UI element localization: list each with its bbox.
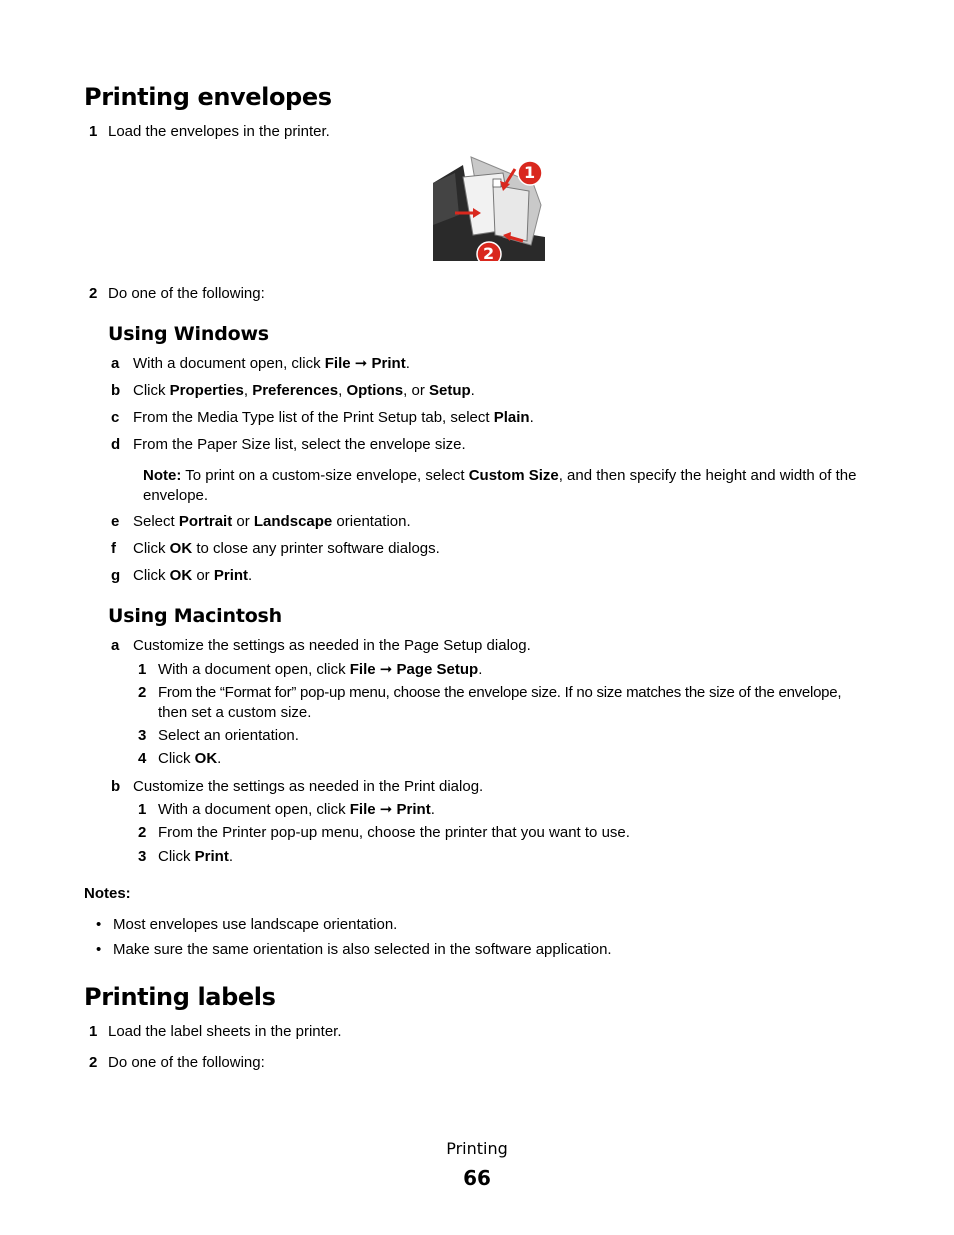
- nested-step-text: From the Printer pop-up menu, choose the printer that you want to use.: [158, 824, 630, 841]
- section-title-envelopes: Printing envelopes: [84, 83, 332, 111]
- nested-step-text: With a document open, click File ➞ Page Setup.: [158, 661, 483, 678]
- substep-letter: f: [111, 540, 116, 557]
- substep-letter: b: [111, 382, 121, 399]
- nested-step-text: With a document open, click File ➞ Print.: [158, 801, 435, 818]
- nested-step-number: 2: [138, 684, 147, 701]
- substep-letter: a: [111, 355, 120, 372]
- nested-step-number: 1: [138, 801, 147, 818]
- note-text: Note: To print on a custom-size envelope, select Custom Size, and then specify the height and width of the: [143, 467, 857, 484]
- substep-text: From the Paper Size list, select the envelope size.: [133, 436, 466, 453]
- step-text: Do one of the following:: [108, 1054, 265, 1071]
- bullet-icon: •: [96, 941, 102, 958]
- subheading-macintosh: Using Macintosh: [108, 605, 282, 627]
- arrow-icon: ➞: [354, 355, 368, 372]
- nested-step-number: 2: [138, 824, 147, 841]
- substep-letter: e: [111, 513, 120, 530]
- nested-step-number: 3: [138, 727, 147, 744]
- arrow-icon: ➞: [379, 661, 393, 678]
- section-title-labels: Printing labels: [84, 983, 276, 1011]
- substep-letter: a: [111, 637, 120, 654]
- note-item: Make sure the same orientation is also selected in the software application.: [113, 941, 612, 958]
- nested-step-text: Select an orientation.: [158, 727, 299, 744]
- note-text-line2: envelope.: [143, 487, 209, 504]
- substep-letter: b: [111, 778, 121, 795]
- substep-letter: g: [111, 567, 121, 584]
- arrow-icon: ➞: [379, 801, 393, 818]
- footer-section-name: Printing: [446, 1139, 508, 1158]
- substep-text: Customize the settings as needed in the Page Setup dialog.: [133, 637, 531, 654]
- substep-text: Click OK to close any printer software dialogs.: [133, 540, 440, 557]
- nested-step-text: From the “Format for” pop-up menu, choose the envelope size. If no size matches the size of the envelope,: [158, 684, 842, 701]
- substep-text: Select Portrait or Landscape orientation.: [133, 513, 411, 530]
- step-number: 2: [89, 1054, 98, 1071]
- bullet-icon: •: [96, 916, 102, 933]
- notes-label: Notes:: [84, 885, 131, 902]
- nested-step-number: 4: [138, 750, 147, 767]
- step-number: 1: [89, 123, 98, 140]
- substep-letter: c: [111, 409, 120, 426]
- substep-text: Click OK or Print.: [133, 567, 253, 584]
- subheading-windows: Using Windows: [108, 323, 269, 345]
- substep-text: Customize the settings as needed in the Print dialog.: [133, 778, 484, 795]
- substep-text: Click Properties, Preferences, Options, or Setup.: [133, 382, 475, 399]
- nested-step-number: 3: [138, 848, 147, 865]
- note-item: Most envelopes use landscape orientation.: [113, 916, 398, 933]
- step-text: Do one of the following:: [108, 285, 265, 302]
- step-text: Load the envelopes in the printer.: [108, 123, 330, 140]
- envelope-loading-figure: [433, 155, 545, 261]
- substep-letter: d: [111, 436, 121, 453]
- nested-step-text: Click OK.: [158, 750, 222, 767]
- page-number: 66: [463, 1166, 491, 1190]
- step-text: Load the label sheets in the printer.: [108, 1023, 342, 1040]
- callout-2: 2: [483, 244, 495, 263]
- nested-step-number: 1: [138, 661, 147, 678]
- substep-text: With a document open, click File ➞ Print.: [133, 355, 410, 372]
- nested-step-text: Click Print.: [158, 848, 234, 865]
- substep-text: From the Media Type list of the Print Setup tab, select Plain.: [133, 409, 534, 426]
- step-number: 1: [89, 1023, 98, 1040]
- nested-step-text-line2: then set a custom size.: [158, 704, 312, 721]
- step-number: 2: [89, 285, 98, 302]
- callout-1: 1: [524, 163, 536, 182]
